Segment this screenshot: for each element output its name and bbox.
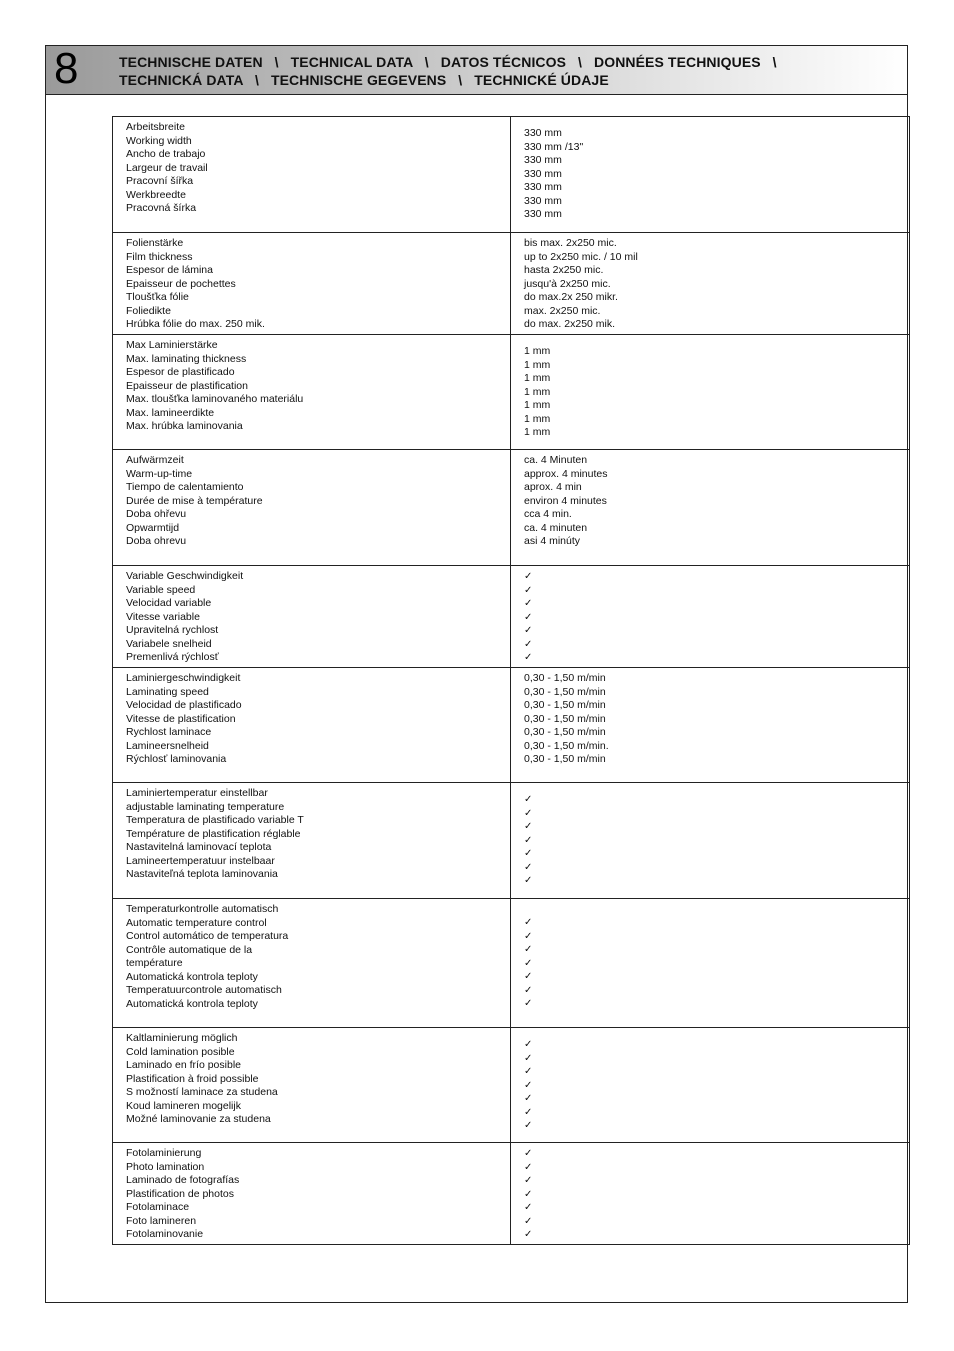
section-header (45, 45, 908, 95)
check-icon: ✓ (524, 1229, 533, 1240)
check-icon: ✓ (524, 571, 533, 582)
spec-label: Variabele snelheid (126, 637, 212, 650)
spec-label: Laminado de fotografías (126, 1174, 240, 1186)
spec-value: environ 4 minutes (524, 494, 607, 507)
spec-value: do max.2x 250 mikr. (524, 291, 618, 303)
spec-label: Kaltlaminierung möglich (126, 1032, 238, 1044)
spec-label: Max Laminierstärke (126, 339, 218, 351)
spec-label: Epaisseur de pochettes (126, 277, 236, 290)
spec-label: Laminating speed (126, 685, 209, 698)
check-icon: ✓ (524, 834, 533, 846)
spec-label: Hrúbka fólie do max. 250 mik. (126, 318, 265, 330)
check-icon: ✓ (524, 1215, 533, 1227)
check-icon: ✓ (524, 971, 533, 982)
check-icon: ✓ (524, 848, 533, 859)
spec-value-cell (511, 335, 910, 450)
spec-label: Laminiertemperatur einstellbar (126, 787, 268, 799)
spec-label: Temperaturkontrolle automatisch (126, 903, 279, 915)
spec-value: bis max. 2x250 mic. (524, 237, 617, 249)
spec-value-cell (511, 783, 910, 899)
spec-value: 0,30 - 1,50 m/min (524, 726, 606, 738)
spec-label: Doba ohřevu (126, 508, 187, 520)
spec-value: 1 mm (524, 426, 551, 438)
spec-row (113, 1028, 910, 1143)
spec-row (113, 450, 910, 566)
spec-label: Vitesse de plastification (126, 712, 236, 725)
spec-label: Laminado en frío posible (126, 1059, 241, 1071)
spec-label: Automatická kontrola teploty (126, 970, 258, 983)
spec-label: Working width (126, 134, 192, 147)
spec-label: Werkbreedte (126, 188, 186, 201)
spec-label: Lamineersnelheid (126, 739, 209, 752)
check-icon: ✓ (524, 1120, 533, 1131)
check-icon: ✓ (524, 584, 533, 596)
spec-label: Upravitelná rychlost (126, 624, 219, 636)
check-icon: ✓ (524, 1093, 533, 1104)
spec-row (113, 668, 910, 783)
check-icon: ✓ (524, 875, 533, 886)
spec-label: Max. hrúbka laminovania (126, 420, 243, 432)
spec-label: Max. laminating thickness (126, 352, 247, 365)
spec-row (113, 233, 910, 335)
check-icon: ✓ (524, 611, 533, 623)
spec-label-cell (113, 1028, 511, 1143)
spec-label-cell (113, 566, 511, 668)
spec-value: hasta 2x250 mic. (524, 264, 604, 276)
spec-value: 1 mm (524, 345, 551, 357)
spec-row (113, 899, 910, 1028)
spec-row (113, 117, 910, 233)
spec-label: Espesor de lámina (126, 264, 213, 276)
spec-label: Plastification à froid possible (126, 1072, 259, 1085)
spec-label-cell (113, 668, 511, 783)
spec-label: Laminiergeschwindigkeit (126, 672, 241, 684)
spec-label: Film thickness (126, 250, 193, 263)
spec-label: Fotolaminovanie (126, 1228, 204, 1240)
spec-value: 0,30 - 1,50 m/min (524, 699, 606, 711)
check-icon: ✓ (524, 1079, 533, 1091)
spec-label: Warm-up-time (126, 467, 193, 480)
check-icon: ✓ (524, 1161, 533, 1173)
spec-value-cell (511, 1143, 910, 1245)
spec-label: Automatic temperature control (126, 916, 267, 929)
check-icon: ✓ (524, 998, 533, 1009)
spec-label: Pracovní šířka (126, 175, 194, 187)
spec-label: Cold lamination posible (126, 1045, 235, 1058)
spec-label: Folienstärke (126, 237, 184, 249)
spec-value-cell (511, 450, 910, 566)
spec-label-cell (113, 117, 511, 233)
spec-value: do max. 2x250 mik. (524, 318, 616, 330)
spec-label: Rychlost laminace (126, 726, 212, 738)
spec-value: 330 mm (524, 154, 562, 166)
spec-value-cell (511, 117, 910, 233)
spec-value: 330 mm (524, 167, 562, 180)
spec-label: Nastaviteľná teplota laminovania (126, 868, 278, 880)
spec-row (113, 335, 910, 450)
spec-label: S možností laminace za studena (126, 1086, 278, 1098)
spec-label: Velocidad variable (126, 597, 212, 609)
check-icon: ✓ (524, 957, 533, 969)
spec-value-cell (511, 668, 910, 783)
spec-value: 0,30 - 1,50 m/min. (524, 739, 609, 752)
spec-value: 330 mm (524, 181, 562, 193)
check-icon: ✓ (524, 1039, 533, 1050)
spec-value: 1 mm (524, 412, 551, 425)
spec-value: ca. 4 Minuten (524, 454, 588, 466)
spec-label: Fotolaminace (126, 1201, 190, 1213)
spec-value: 330 mm (524, 194, 562, 207)
spec-value: jusqu'à 2x250 mic. (524, 277, 611, 290)
spec-value: 1 mm (524, 372, 551, 384)
spec-label: Automatická kontrola teploty (126, 997, 258, 1010)
spec-label: Arbeitsbreite (126, 121, 185, 133)
spec-value: 0,30 - 1,50 m/min (524, 672, 606, 684)
spec-value-cell (511, 233, 910, 335)
check-icon: ✓ (524, 984, 533, 996)
spec-label: Température de plastification réglable (126, 827, 301, 840)
spec-value: 330 mm /13" (524, 140, 584, 153)
spec-value: 330 mm (524, 127, 562, 139)
spec-value: 0,30 - 1,50 m/min (524, 753, 606, 765)
spec-label: Photo lamination (126, 1160, 205, 1173)
spec-value-cell (511, 566, 910, 668)
spec-row (113, 1143, 910, 1245)
spec-label: Možné laminovanie za studena (126, 1113, 271, 1125)
spec-label: Pracovná šírka (126, 202, 197, 214)
spec-label: Tiempo de calentamiento (126, 481, 244, 493)
check-icon: ✓ (524, 1106, 533, 1118)
check-icon: ✓ (524, 1188, 533, 1200)
spec-label: Velocidad de plastificado (126, 699, 242, 711)
spec-row (113, 566, 910, 668)
spec-label: Rýchlosť laminovania (126, 753, 227, 765)
check-icon: ✓ (524, 1202, 533, 1213)
spec-label: Epaisseur de plastification (126, 379, 248, 392)
check-icon: ✓ (524, 598, 533, 609)
section-title-line-1: TECHNISCHE DATEN \ TECHNICAL DATA \ DATOS TÉCNICOS \ DONNÉES TECHNIQUES \ (119, 54, 777, 70)
spec-label: Max. tloušťka laminovaného materiálu (126, 393, 304, 405)
spec-label: Tloušťka fólie (126, 291, 189, 303)
spec-label: Doba ohrevu (126, 535, 187, 547)
spec-value-cell (511, 1028, 910, 1143)
spec-label: Fotolaminierung (126, 1147, 202, 1159)
check-icon: ✓ (524, 794, 533, 805)
spec-label: Foliedikte (126, 304, 171, 317)
spec-label: Espesor de plastificado (126, 366, 235, 378)
spec-label: Plastification de photos (126, 1187, 234, 1200)
spec-label: Vitesse variable (126, 610, 200, 623)
spec-label: Opwarmtijd (126, 521, 180, 534)
spec-label: Control automático de temperatura (126, 930, 289, 942)
spec-label-cell (113, 1143, 511, 1245)
spec-value: asi 4 minúty (524, 535, 581, 547)
chapter-number: 8 (54, 44, 79, 93)
spec-label: Temperatura de plastificado variable T (126, 814, 304, 826)
check-icon: ✓ (524, 1066, 533, 1077)
check-icon: ✓ (524, 625, 533, 636)
spec-label: Variable Geschwindigkeit (126, 570, 244, 582)
spec-label: Premenlivá rýchlosť (126, 651, 219, 663)
spec-label: Contrôle automatique de la (126, 943, 253, 956)
spec-label-cell (113, 899, 511, 1028)
spec-value: 1 mm (524, 399, 551, 411)
check-icon: ✓ (524, 1052, 533, 1064)
spec-label: Foto lamineren (126, 1214, 197, 1227)
spec-value: 0,30 - 1,50 m/min (524, 685, 606, 698)
spec-label: Aufwärmzeit (126, 454, 184, 466)
check-icon: ✓ (524, 1148, 533, 1159)
spec-label-cell (113, 233, 511, 335)
spec-label: Ancho de trabajo (126, 148, 206, 160)
spec-label: Koud lamineren mogelijk (126, 1099, 241, 1112)
spec-label: Temperatuurcontrole automatisch (126, 984, 282, 996)
spec-label: Max. lamineerdikte (126, 406, 215, 419)
spec-value: 330 mm (524, 208, 562, 220)
technical-data-table (112, 116, 910, 1245)
spec-value: 1 mm (524, 385, 551, 398)
spec-label: Lamineertemperatuur instelbaar (126, 854, 275, 867)
check-icon: ✓ (524, 807, 533, 819)
spec-label: Variable speed (126, 583, 196, 596)
spec-label-cell (113, 335, 511, 450)
spec-value: aprox. 4 min (524, 481, 582, 493)
spec-value: up to 2x250 mic. / 10 mil (524, 250, 638, 263)
check-icon: ✓ (524, 638, 533, 650)
spec-value-cell (511, 899, 910, 1028)
check-icon: ✓ (524, 861, 533, 873)
check-icon: ✓ (524, 1175, 533, 1186)
spec-row (113, 783, 910, 899)
check-icon: ✓ (524, 652, 533, 663)
spec-value: 1 mm (524, 358, 551, 371)
spec-value: approx. 4 minutes (524, 467, 608, 480)
spec-label: Durée de mise à température (126, 494, 263, 507)
check-icon: ✓ (524, 944, 533, 955)
spec-value: cca 4 min. (524, 508, 572, 520)
spec-label-cell (113, 783, 511, 899)
spec-label: température (126, 957, 183, 969)
check-icon: ✓ (524, 821, 533, 832)
check-icon: ✓ (524, 930, 533, 942)
spec-value: ca. 4 minuten (524, 521, 588, 534)
spec-value: 0,30 - 1,50 m/min (524, 712, 606, 725)
check-icon: ✓ (524, 917, 533, 928)
spec-label-cell (113, 450, 511, 566)
section-title-line-2: TECHNICKÁ DATA \ TECHNISCHE GEGEVENS \ TECHNICKÉ ÚDAJE (119, 72, 609, 88)
spec-label: Nastavitelná laminovací teplota (126, 841, 272, 853)
spec-label: adjustable laminating temperature (126, 800, 285, 813)
spec-value: max. 2x250 mic. (524, 304, 601, 317)
spec-label: Largeur de travail (126, 161, 208, 174)
